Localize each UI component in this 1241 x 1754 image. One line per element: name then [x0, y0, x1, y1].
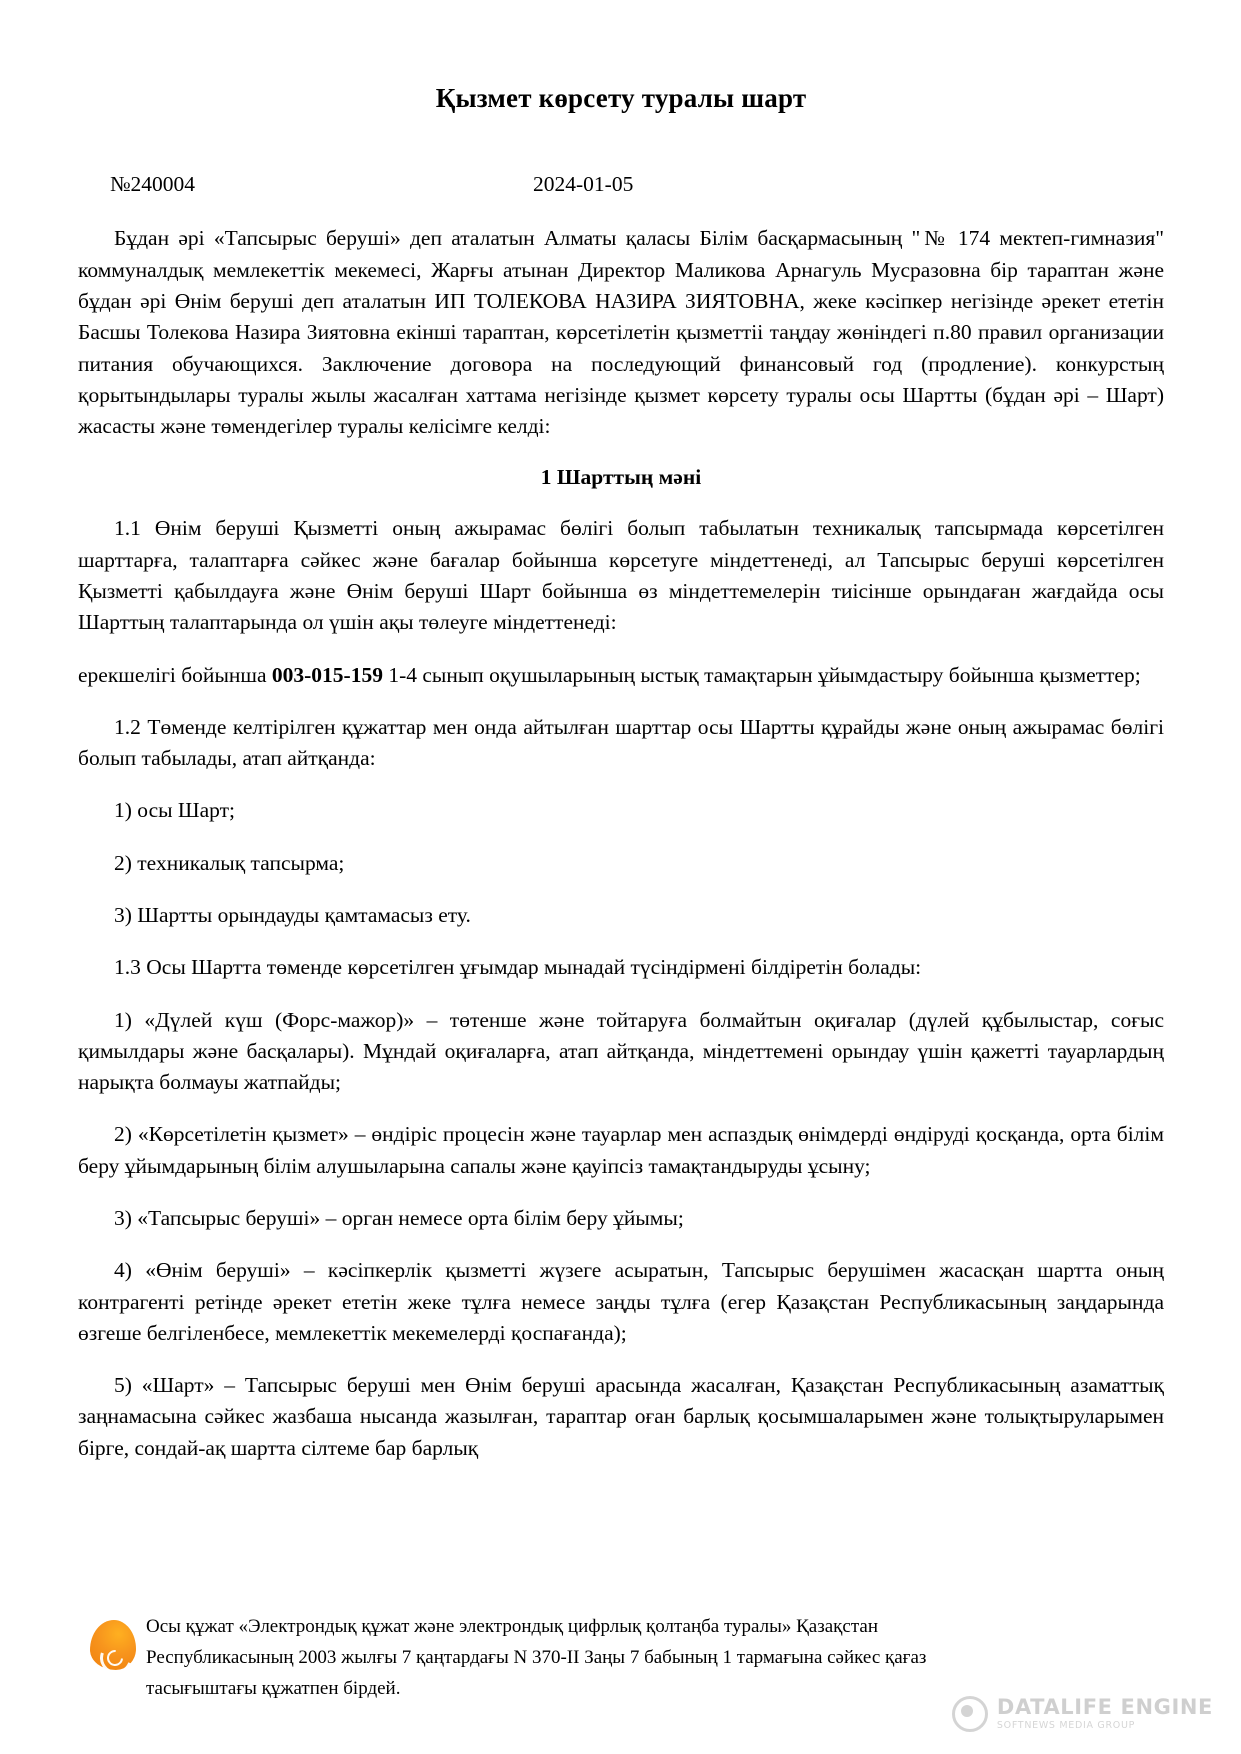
clause-1-3: 1.3 Осы Шартта төменде көрсетілген ұғымдар мынадай түсіндірмені білдіретін болады: — [114, 955, 922, 980]
contract-number: №240004 — [110, 172, 196, 197]
datalife-engine-watermark — [952, 1696, 1213, 1732]
clause-1-2: 1.2 Төменде келтірілген құжаттар мен онда айтылған шарттар осы Шартты құрайды және оның ажырамас бөлігі болып табылады, атап айтқанда: — [78, 714, 1164, 771]
watermark-title: DATALIFE ENGINE — [996, 1695, 1213, 1720]
definition-item: 3) «Тапсырыс беруші» – орган немесе орта білім беру ұйымы; — [114, 1205, 684, 1230]
service-line-prefix: ерекшелігі бойынша — [78, 662, 272, 687]
list-item: 2) техникалық тапсырма; — [114, 850, 345, 875]
contract-date: 2024-01-05 — [533, 172, 634, 197]
electronic-document-notice — [90, 1612, 1050, 1704]
section-heading-1: 1 Шарттың мәні — [540, 465, 702, 490]
document-content — [78, 0, 1164, 1464]
notice-text — [146, 1612, 926, 1704]
contract-meta — [78, 172, 1164, 202]
datalife-engine-logo-icon — [952, 1696, 988, 1732]
notice-line: Республикасының 2003 жылғы 7 қаңтардағы N 370-II Заңы 7 бабының 1 тармағына сәйкес қағаз — [146, 1646, 927, 1668]
list-item: 3) Шартты орындауды қамтамасыз ету. — [114, 902, 471, 927]
definition-item: 1) «Дүлей күш (Форс-мажор)» – төтенше және тойтаруға болмайтын оқиғалар (дүлей құбылыстар, соғыс қимылдары және басқалары). Мұндай оқиғаларға, атап айтқанда, міндеттемені орындау үшін қажетті тауарлардың нарықта болмауы жатпайды; — [78, 1007, 1164, 1095]
definition-item: 2) «Көрсетілетін қызмет» – өндіріс процесін және тауарлар мен аспаздық өнімдерді өндіруді қосқанда, орта білім беру ұйымдарының білім алушыларына сапалы және қауіпсіз тамақтандыруды ұсыну; — [78, 1122, 1164, 1178]
service-specification-line — [78, 660, 1164, 691]
watermark-text — [997, 1697, 1213, 1731]
orange-seal-logo-icon — [90, 1620, 136, 1672]
definition-item: 4) «Өнім беруші» – кәсіпкерлік қызметті жүзеге асыратын, Тапсырыс берушімен жасасқан шартта оның контрагенті ретінде әрекет ететін жеке тұлға немесе заңды тұлға (егер Қазақстан Республикасының заңдарында өзгеше белгіленбесе, мемлекеттік мекемелерді қоспағанда); — [78, 1258, 1164, 1345]
clause-1-1: 1.1 Өнім беруші Қызметті оның ажырамас бөлігі болып табылатын техникалық тапсырмада көрсетілген шарттарға, талаптарға сәйкес және бағалар бойынша көрсетуге міндеттенеді, ал Тапсырыс беруші көрсетілген Қызметті қабылдауға және Өнім беруші Шарт бойынша өз міндеттемелерін тиісінше орындаған жағдайда осы Шарттың талаптарында ол үшін ақы төлеуге міндеттенеді: — [78, 516, 1164, 635]
preamble-paragraph: Бұдан әрі «Тапсырыс беруші» деп аталатын Алматы қаласы Білім басқармасының "№ 174 мектеп-гимназия" коммуналдық мемлекеттік мекемесі, Жарғы атынан Директор Маликова Арнагуль Мусразовна бір тараптан және бұдан әрі Өнім беруші деп аталатын ИП ТОЛЕКОВА НАЗИРА ЗИЯТОВНА, жеке кәсіпкер негізінде әрекет ететін Басшы Толекова Назира Зиятовна екінші тараптан, көрсетілетін қызметтіі таңдау жөніндегі п.80 правил организации питания обучающихся. Заключение договора на последующий финансовый год (продление). конкурстың қорытындылары туралы жылы жасалған хаттама негізінде қызмет көрсету туралы осы Шартты (бұдан әрі – Шарт) жасасты және төмендегілер туралы келісімге келді: — [78, 226, 1164, 439]
notice-line: тасығыштағы құжатпен бірдей. — [146, 1677, 401, 1699]
service-code: 003-015-159 — [271, 662, 383, 687]
list-item: 1) осы Шарт; — [114, 798, 236, 823]
watermark-subtitle: SOFTNEWS MEDIA GROUP — [996, 1720, 1136, 1732]
service-line-suffix: 1-4 сынып оқушыларының ыстық тамақтарын ұйымдастыру бойынша қызметтер; — [382, 662, 1141, 687]
definition-item: 5) «Шарт» – Тапсырыс беруші мен Өнім беруші арасында жасалған, Қазақстан Республикасының азаматтық заңнамасына сәйкес жазбаша нысанда жазылған, тараптар оған барлық қосымшаларымен және толықтыруларымен бірге, сондай-ақ шартта сілтеме бар барлық — [78, 1373, 1164, 1460]
page-title: Қызмет көрсету туралы шарт — [435, 83, 807, 113]
notice-line: Осы құжат «Электрондық құжат және электрондық цифрлық қолтаңба туралы» Қазақстан — [146, 1616, 878, 1637]
